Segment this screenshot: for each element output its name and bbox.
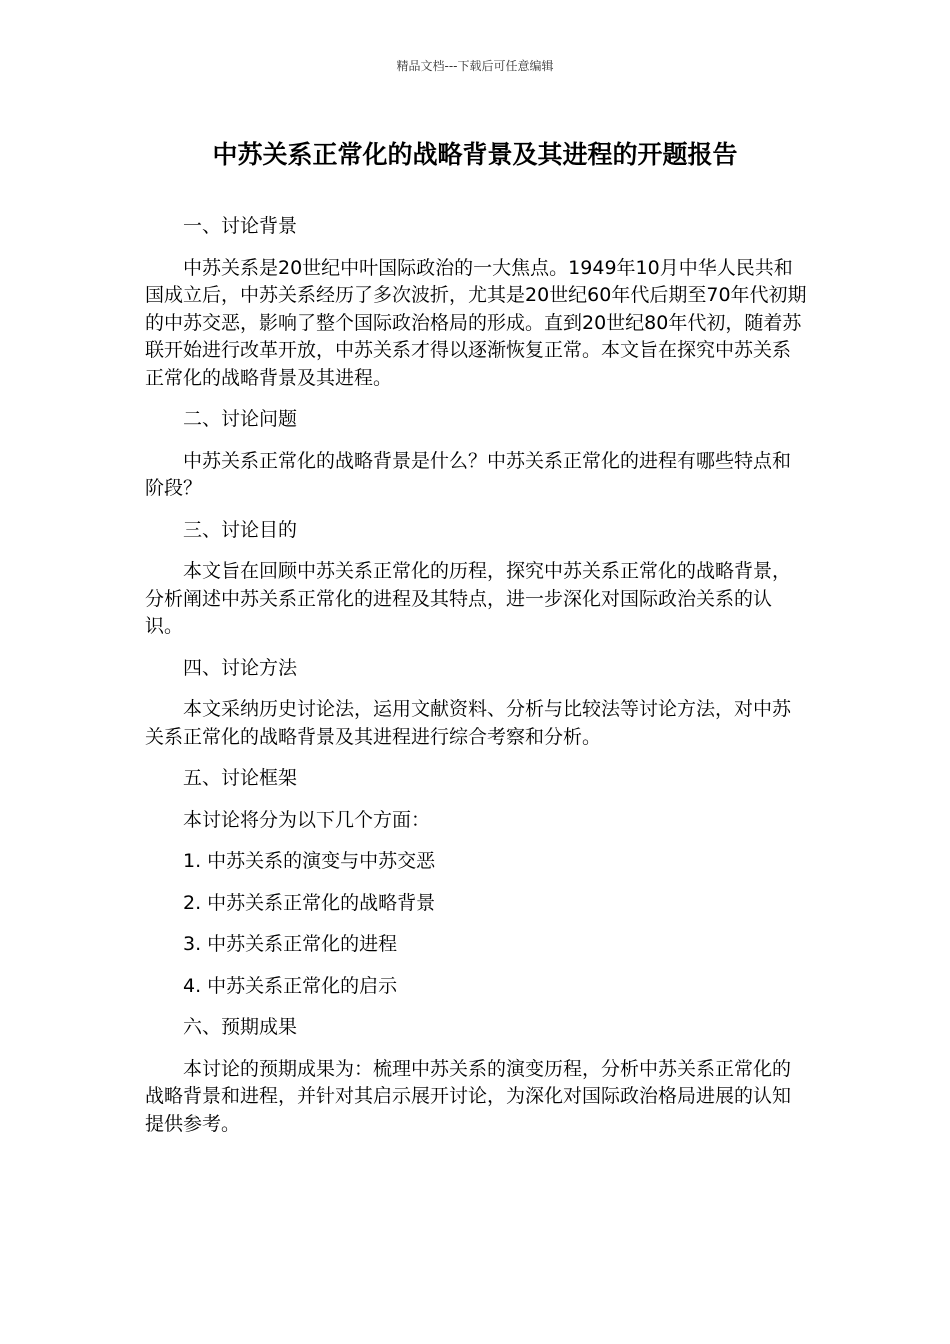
framework-list-item: 1. 中苏关系的演变与中苏交恶 bbox=[183, 850, 436, 872]
section-body-background: 中苏关系是20世纪中叶国际政治的一大焦点。1949年10月中华人民共和国成立后，中苏关系经历了多次波折，尤其是20世纪60年代后期至70年代初期的中苏交恶，影响了整个国际政治格局的形成。直到20世纪80年代初，随着苏联开始进行改革开放，中苏关系才得以逐渐恢复正常。本文旨在探究中苏关系正常化的战略背景及其进程。 bbox=[145, 256, 807, 389]
section-heading-purpose: 三、讨论目的 bbox=[183, 518, 298, 541]
section-heading-framework: 五、讨论框架 bbox=[183, 767, 298, 789]
section-heading-expected-results: 六、预期成果 bbox=[183, 1016, 298, 1038]
page-header: 精品文档---下载后可任意编辑 bbox=[396, 59, 554, 73]
section-body-purpose: 本文旨在回顾中苏关系正常化的历程，探究中苏关系正常化的战略背景，分析阐述中苏关系正常化的进程及其特点，进一步深化对国际政治关系的认识。 bbox=[145, 560, 792, 637]
framework-list-item: 3. 中苏关系正常化的进程 bbox=[183, 933, 398, 955]
section-heading-method: 四、讨论方法 bbox=[183, 656, 298, 679]
section-heading-background: 一、讨论背景 bbox=[183, 215, 298, 237]
section-intro-framework: 本讨论将分为以下几个方面： bbox=[183, 808, 431, 831]
section-body-questions: 中苏关系正常化的战略背景是什么？中苏关系正常化的进程有哪些特点和阶段？ bbox=[145, 449, 792, 499]
framework-list-item: 2. 中苏关系正常化的战略背景 bbox=[183, 891, 436, 914]
document-title: 中苏关系正常化的战略背景及其进程的开题报告 bbox=[212, 140, 738, 169]
framework-list-item: 4. 中苏关系正常化的启示 bbox=[183, 974, 398, 997]
document-body bbox=[145, 213, 807, 1138]
section-heading-questions: 二、讨论问题 bbox=[183, 408, 298, 430]
section-body-expected-results: 本讨论的预期成果为：梳理中苏关系的演变历程，分析中苏关系正常化的战略背景和进程，并针对其启示展开讨论，为深化对国际政治格局进展的认知提供参考。 bbox=[145, 1057, 792, 1135]
section-body-method: 本文采纳历史讨论法，运用文献资料、分析与比较法等讨论方法，对中苏关系正常化的战略背景及其进程进行综合考察和分析。 bbox=[145, 698, 792, 748]
